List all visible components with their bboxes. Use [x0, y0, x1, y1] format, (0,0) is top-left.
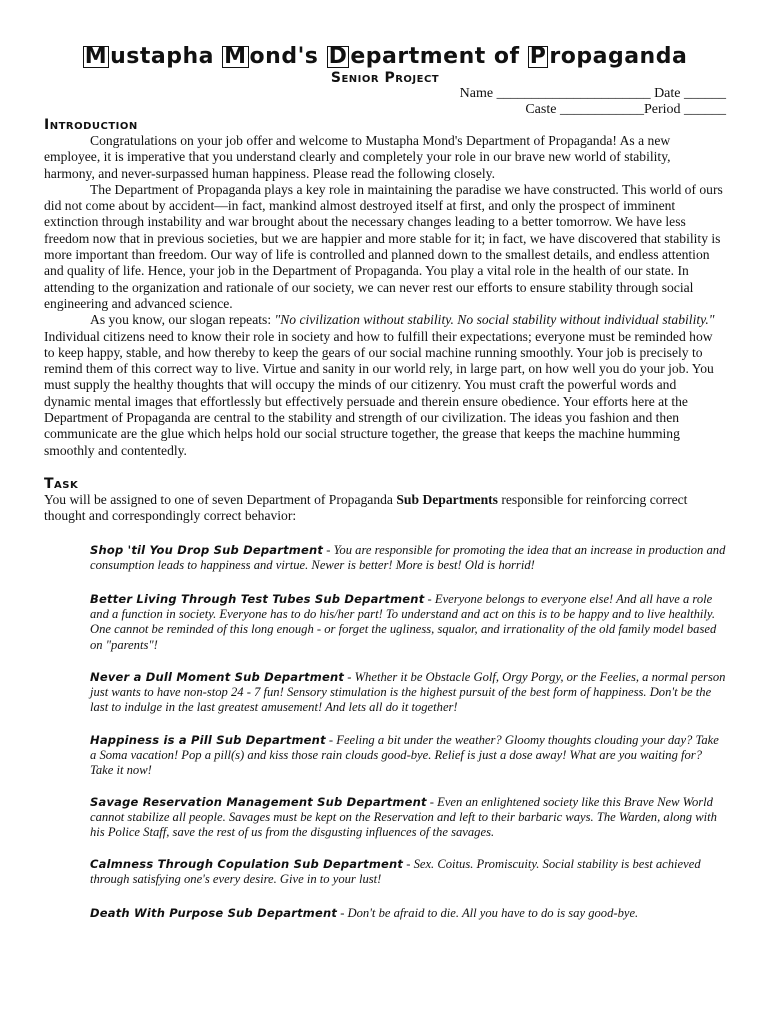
task-intro — [44, 492, 724, 525]
sub-department-item — [90, 670, 726, 716]
slogan-quote: "No civilization without stability. No social stability without individual stability." — [274, 312, 715, 328]
student-info-fields — [460, 86, 726, 118]
sub-departments-term: Sub Departments — [396, 492, 498, 507]
introduction-body — [44, 133, 724, 459]
page-subtitle: Senior Project — [330, 70, 440, 86]
introduction-heading: Introduction — [44, 117, 138, 133]
sub-department-name: Shop 'til You Drop Sub Department — [90, 543, 324, 557]
caste-period-line: Caste ____________Period ______ — [525, 102, 726, 117]
sub-department-description: - Don't be afraid to die. All you have to do is say good-bye. — [337, 906, 639, 920]
sub-department-item — [90, 592, 726, 653]
sub-department-description: - You are responsible for promoting the idea that an increase in production and consumption leads to happiness and virtue. Newer is better! More is best! Old is horrid! — [90, 543, 726, 573]
sub-department-name: Better Living Through Test Tubes Sub Department — [90, 592, 425, 606]
title-initial-4: P — [529, 44, 547, 69]
sub-department-description: - Feeling a bit under the weather? Gloomy thoughts clouding your day? Take a Soma vacation! Pop a pill(s) and kiss those rain clouds good-bye. Relief is just a dose away! What are you waiting for? Take it now! — [90, 733, 719, 778]
intro-paragraph-3-rest: Individual citizens need to know their role in society and how to fulfill their expectations; everyone must be reminded how to keep happy, stable, and how thereby to keep the gears of our social machine running smoothly. Your job is precisely to remind them of this correct way to live. Virtue and sanity in our world rely, in large part, on how well you do your job. You must supply the healthy thoughts that will occupy the minds of our citizenry. You must craft the powerful words and dynamic mental images that effortlessly but effectively persuade and therein ensure obedience. Your efforts here at the Department of Propaganda are central to the stability and strength of our civilization. The ideas you fashion and then communicate are the glue which helps hold our social structure together, the grease that keeps the machine humming smoothly and contentedly. — [44, 328, 714, 458]
sub-department-name: Never a Dull Moment Sub Department — [90, 670, 345, 684]
task-intro-rest: responsible for reinforcing correct thought and correspondingly correct behavior: — [44, 492, 688, 524]
title-word-4: ropaganda — [549, 44, 688, 69]
intro-paragraph-3-lead: As you know, our slogan repeats: — [90, 312, 275, 328]
title-word-1: ustapha — [110, 44, 214, 69]
task-intro-paragraph — [44, 492, 724, 525]
title-initial-2: M — [224, 44, 247, 69]
task-intro-lead: You will be assigned to one of seven Department of Propaganda — [44, 492, 397, 507]
sub-department-name: Happiness is a Pill Sub Department — [90, 733, 326, 747]
sub-department-item — [90, 795, 726, 841]
title-initial-3: D — [328, 44, 348, 69]
sub-department-description: - Whether it be Obstacle Golf, Orgy Porgy, or the Feelies, a normal person just wants to have non-stop 24 - 7 fun! Sensory stimulation is the highest pursuit of the best form of happiness. Don't be the last to indulge in the last greatest amusement! And lets all do it together! — [90, 670, 726, 715]
title-word-3: epartment of — [350, 44, 520, 69]
page-title — [0, 44, 770, 69]
sub-department-description: - Everyone belongs to everyone else! And all have a role and a function in society. Everyone has to do his/her part! To understand and act on this is to be happy and to live healthily. One cannot be reminded of this long enough - or forget the ugliness, squalor, and irrationality of the old family model based on "parents"! — [90, 592, 717, 652]
sub-department-item — [90, 906, 726, 921]
intro-paragraph-1: Congratulations on your job offer and welcome to Mustapha Mond's Department of Propaganda! As a new employee, it is imperative that you understand clearly and completely your role in our brave new world of stability, harmony, and never-surpassed human happiness. Please read the following closely. — [44, 133, 671, 181]
title-initial-1: M — [84, 44, 108, 69]
sub-department-name: Savage Reservation Management Sub Department — [90, 795, 427, 809]
sub-department-description: - Even an enlightened society like this Brave New World cannot stabilize all people. Savages must be kept on the Reservation and left to their barbaric ways. The Warden, along with his Police Staff, save the rest of us from the disgusting influences of the savages. — [90, 795, 717, 840]
sub-department-item — [90, 733, 726, 779]
sub-department-description: - Sex. Coitus. Promiscuity. Social stability is best achieved through satisfying one's every desire. Give in to your lust! — [90, 857, 701, 887]
title-word-2: ond's — [249, 44, 319, 69]
sub-department-item — [90, 543, 726, 573]
name-date-line: Name ______________________ Date ______ — [459, 86, 726, 101]
task-heading: Task — [44, 476, 79, 492]
sub-department-name: Death With Purpose Sub Department — [90, 906, 338, 920]
sub-department-name: Calmness Through Copulation Sub Department — [90, 857, 404, 871]
intro-paragraph-2: The Department of Propaganda plays a key role in maintaining the paradise we have constructed. This world of ours did not come about by accident—in fact, mankind almost destroyed itself at first, and only the prospect of imminent extinction through instability and war brought about the necessary changes leading to a better tomorrow. We have less freedom now that in previous societies, but we are happier and more stable for it; in fact, we have discovered that stability is more important than freedom. Our way of life is controlled and planned down to the smallest details, and endless attention and quality of life. Hence, your job in the Department of Propaganda. You play a vital role in the health of our state. In attending to the organization and rationale of our society, we can never rest our efforts to ensure stability through social engineering and advanced science. — [44, 181, 723, 311]
intro-paragraph-3 — [44, 312, 724, 459]
sub-department-item — [90, 857, 726, 887]
